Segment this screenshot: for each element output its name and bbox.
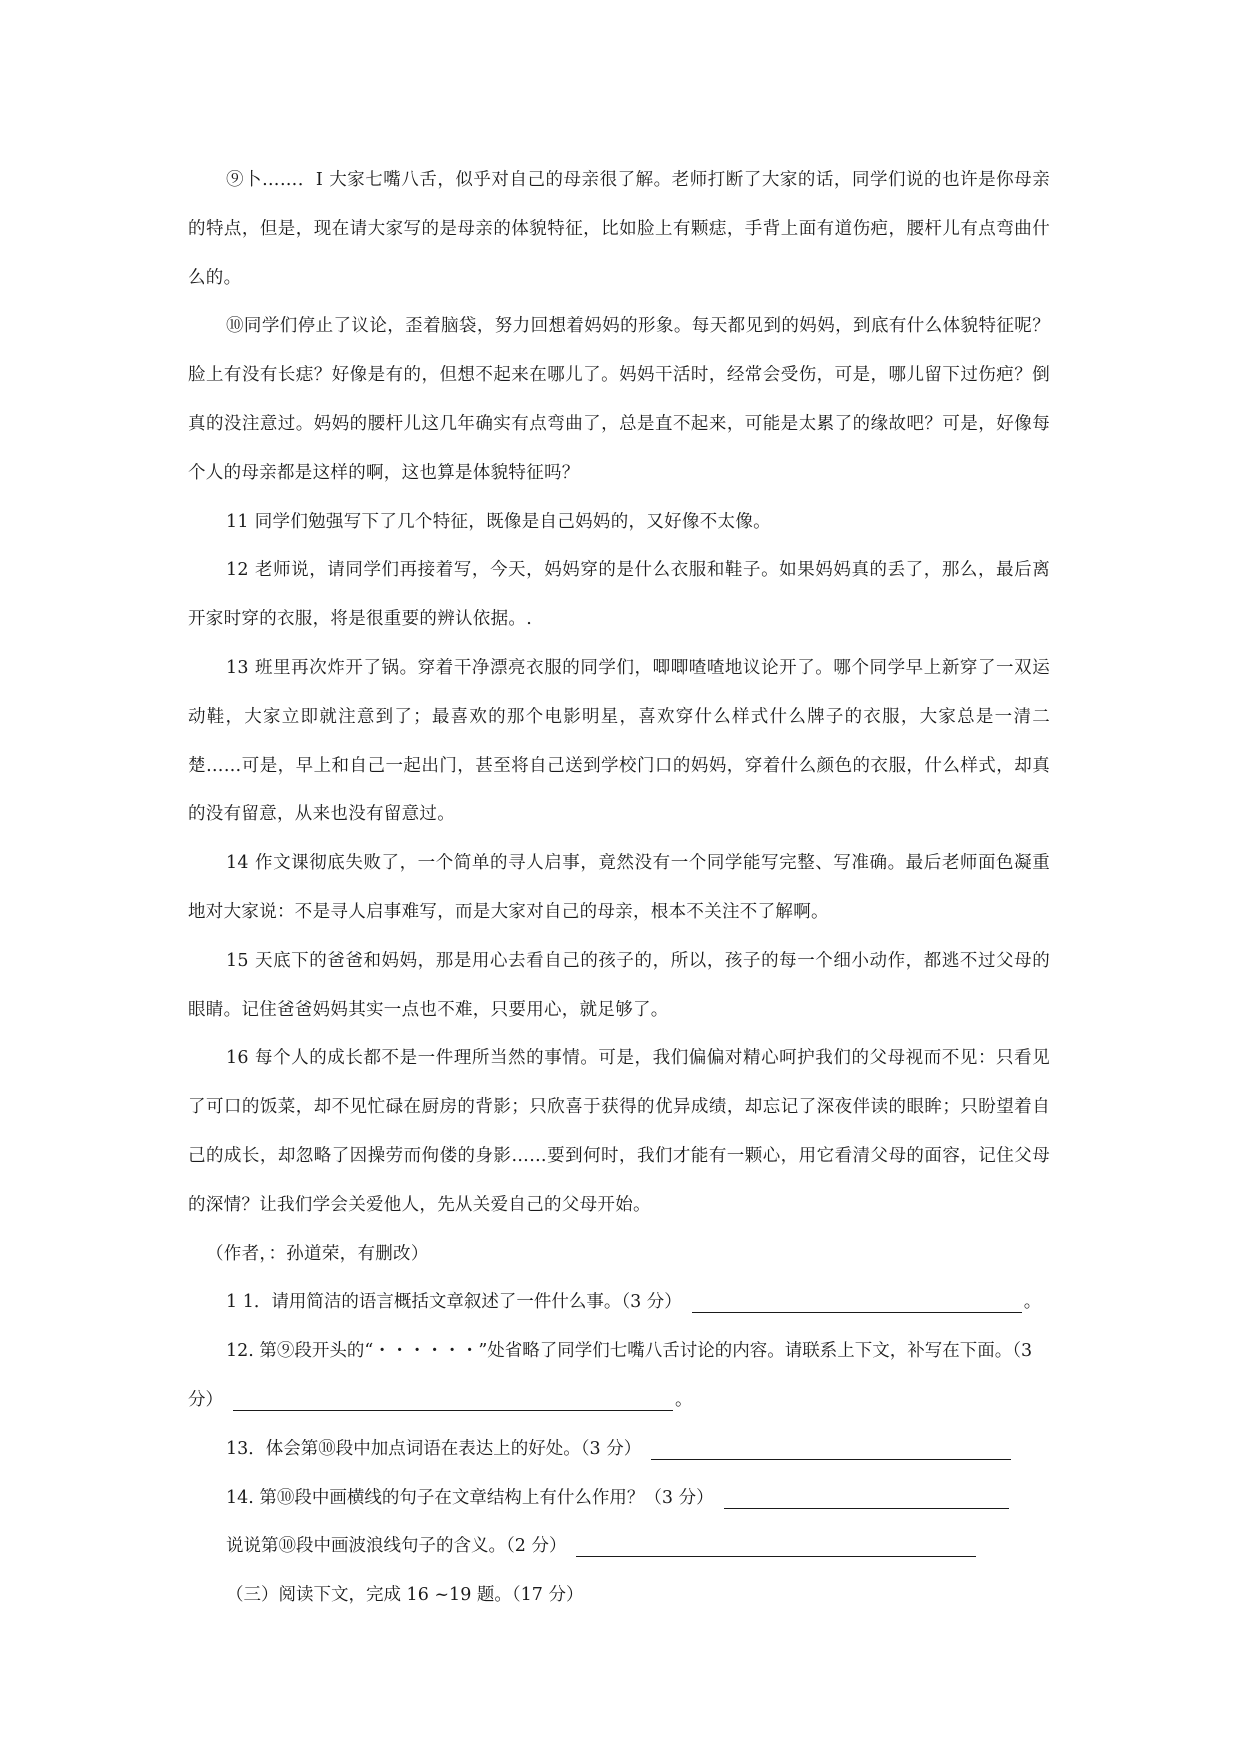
- question-15-text: 说说第⑩段中画波浪线句子的含义。（2 分）: [226, 1536, 567, 1557]
- paragraph-13: 13 班里再次炸开了锅。穿着干净漂亮衣服的同学们，唧唧喳喳地议论开了。哪个同学早上新穿了一双运动鞋，大家立即就注意到了；最喜欢的那个电影明星，喜欢穿什么样式什么牌子的衣服，大家总是一清二楚……可是，早上和自己一起出门，甚至将自己送到学校门口的妈妈，穿着什么颜色的衣服，什么样式，却真的没有留意，从来也没有留意过。: [188, 657, 1050, 825]
- question-11-text: 1 1．请用简洁的语言概括文章叙述了一件什么事。（3 分）: [226, 1292, 682, 1313]
- question-12-text: 12. 第⑨段开头的“・・・・・・”处省略了同学们七嘴八舌讨论的内容。请联系上下文，补写在下面。（3 分）: [188, 1341, 1033, 1410]
- source-attribution: （作者，：孙道荣，有删改）: [206, 1243, 429, 1264]
- question-12-end: 。: [675, 1389, 693, 1410]
- question-14: [188, 1474, 1050, 1523]
- question-15: [188, 1522, 1050, 1571]
- document-page: [188, 156, 1050, 1620]
- paragraph-9: ⑨卜……．I 大家七嘴八舌，似乎对自己的母亲很了解。老师打断了大家的话，同学们说的也许是你母亲的特点，但是，现在请大家写的是母亲的体貌特征，比如脸上有颗痣，手背上面有道伤疤，腰杆儿有点弯曲什么的。: [188, 170, 1050, 288]
- question-13-answer-blank[interactable]: [651, 1437, 1011, 1460]
- question-14-text: 14. 第⑩段中画横线的句子在文章结构上有什么作用？（3 分）: [226, 1487, 714, 1508]
- paragraph-14: 14 作文课彻底失败了，一个简单的寻人启事，竟然没有一个同学能写完整、写准确。最后老师面色凝重地对大家说：不是寻人启事难写，而是大家对自己的母亲，根本不关注不了解啊。: [188, 853, 1050, 922]
- question-12: [188, 1327, 1050, 1425]
- question-13: [188, 1425, 1050, 1474]
- question-11: [188, 1278, 1050, 1327]
- paragraph-11: 11 同学们勉强写下了几个特征，既像是自己妈妈的，又好像不太像。: [226, 511, 771, 532]
- question-13-text: 13．体会第⑩段中加点词语在表达上的好处。（3 分）: [226, 1438, 642, 1459]
- question-11-end: 。: [1023, 1292, 1042, 1313]
- paragraph-16: 16 每个人的成长都不是一件理所当然的事情。可是，我们偏偏对精心呵护我们的父母视而不见：只看见了可口的饭菜，却不见忙碌在厨房的背影；只欣喜于获得的优异成绩，却忘记了深夜伴读的眼眸；只盼望着自己的成长，却忽略了因操劳而佝偻的身影……要到何时，我们才能有一颗心，用它看清父母的面容，记住父母的深情？让我们学会关爱他人，先从关爱自己的父母开始。: [188, 1048, 1050, 1215]
- paragraph-12: 12 老师说，请同学们再接着写，今天，妈妈穿的是什么衣服和鞋子。如果妈妈真的丢了，那么，最后离开家时穿的衣服，将是很重要的辨认依据。.: [188, 560, 1050, 630]
- section-heading: （三）阅读下文，完成 16 ~19 题。（17 分）: [226, 1585, 584, 1606]
- paragraph-10: ⑩同学们停止了议论，歪着脑袋，努力回想着妈妈的形象。每天都见到的妈妈，到底有什么体貌特征呢？脸上有没有长痣？好像是有的，但想不起来在哪儿了。妈妈干活时，经常会受伤，可是，哪儿留下过伤疤？倒真的没注意过。妈妈的腰杆儿这几年确实有点弯曲了，总是直不起来，可能是太累了的缘故吧？可是，好像每个人的母亲都是这样的啊，这也算是体貌特征吗？: [188, 316, 1050, 483]
- paragraph-15: 15 天底下的爸爸和妈妈，那是用心去看自己的孩子的，所以，孩子的每一个细小动作，都逃不过父母的眼睛。记住爸爸妈妈其实一点也不难，只要用心，就足够了。: [188, 950, 1050, 1020]
- question-15-answer-blank[interactable]: [576, 1534, 976, 1557]
- question-12-answer-blank[interactable]: [233, 1388, 673, 1411]
- question-14-answer-blank[interactable]: [724, 1486, 1009, 1509]
- question-11-answer-blank[interactable]: [692, 1290, 1022, 1313]
